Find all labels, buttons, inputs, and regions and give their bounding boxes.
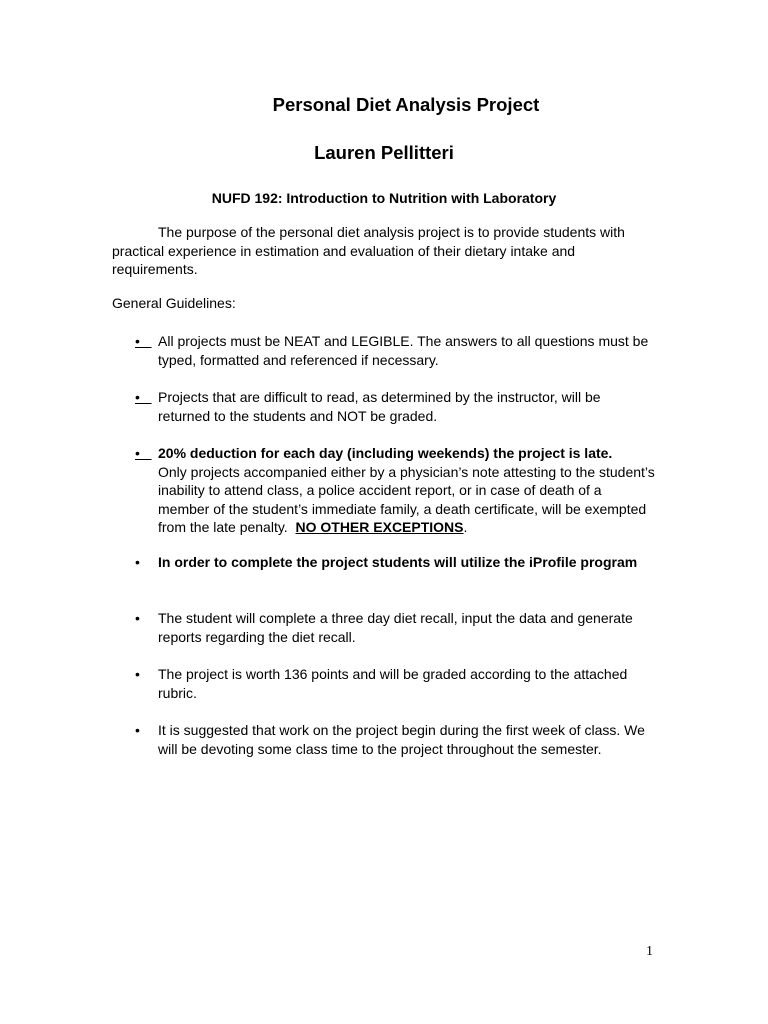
no-exceptions-emphasis: NO OTHER EXCEPTIONS bbox=[295, 519, 464, 536]
guideline-text: Projects that are difficult to read, as determined by the instructor, will be returned to the students and NOT be graded. bbox=[158, 389, 601, 424]
bullet-marker: • bbox=[135, 554, 140, 570]
bullet-marker: • bbox=[135, 666, 140, 682]
guidelines-heading: General Guidelines: bbox=[112, 295, 236, 311]
document-title: Personal Diet Analysis Project bbox=[272, 94, 540, 115]
guideline-item bbox=[135, 332, 655, 369]
bullet-marker: • bbox=[135, 610, 140, 626]
bullet-marker: • bbox=[135, 445, 152, 461]
page-number: 1 bbox=[646, 944, 653, 959]
late-penalty-heading: 20% deduction for each day (including weekends) the project is late. bbox=[158, 445, 613, 461]
guideline-text: The project is worth 136 points and will be graded according to the attached rubric. bbox=[158, 666, 628, 701]
trailing-period: . bbox=[463, 519, 468, 536]
guideline-item bbox=[135, 444, 655, 537]
course-heading: NUFD 192: Introduction to Nutrition with Laboratory bbox=[211, 190, 557, 206]
guideline-item bbox=[135, 609, 655, 646]
bullet-marker: • bbox=[135, 389, 152, 405]
guideline-text: All projects must be NEAT and LEGIBLE. The answers to all questions must be typed, formatted and referenced if necessary. bbox=[158, 333, 649, 368]
author-name: Lauren Pellitteri bbox=[314, 142, 454, 163]
guideline-item bbox=[135, 553, 655, 572]
guideline-text: It is suggested that work on the project begin during the first week of class. We will be devoting some class time to the project throughout the semester. bbox=[158, 722, 645, 757]
guideline-text: In order to complete the project students will utilize the iProfile program bbox=[158, 554, 638, 570]
bullet-marker: • bbox=[135, 722, 140, 738]
guideline-item bbox=[135, 721, 655, 758]
bullet-marker: • bbox=[135, 333, 152, 349]
late-penalty-body: Only projects accompanied either by a physician’s note attesting to the student’s inability to attend class, a police accident report, or in case of death of a member of the student’s immediate family, a death certificate, will be exempted from the late penalty. bbox=[158, 463, 655, 536]
guideline-text bbox=[158, 444, 655, 537]
guideline-text: The student will complete a three day diet recall, input the data and generate reports regarding the diet recall. bbox=[158, 610, 633, 645]
guideline-item bbox=[135, 665, 655, 702]
guideline-item bbox=[135, 388, 655, 425]
intro-paragraph: The purpose of the personal diet analysis project is to provide students with practical experience in estimation and evaluation of their dietary intake and requirements. bbox=[112, 224, 625, 278]
